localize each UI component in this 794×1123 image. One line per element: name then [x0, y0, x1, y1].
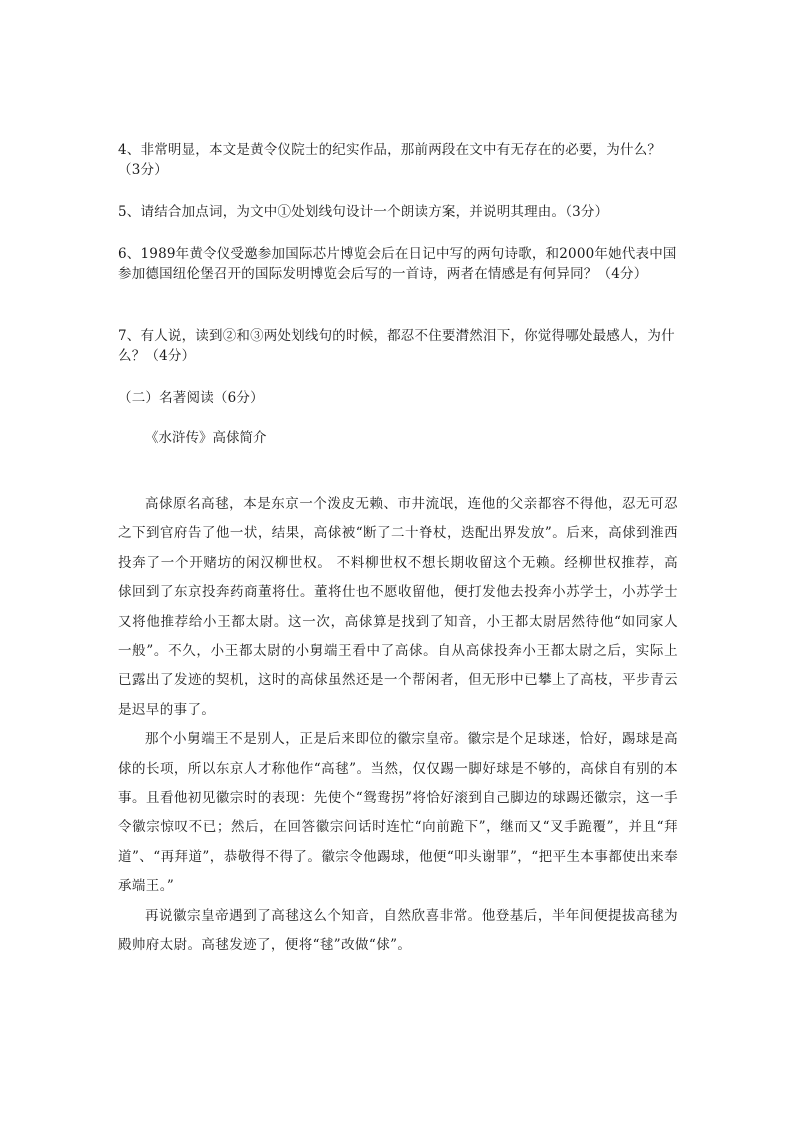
question-5: 5、请结合加点词，为文中①处划线句设计一个朗读方案，并说明其理由。（3分） [118, 204, 609, 220]
question-7: 7、有人说，读到②和③两处划线句的时候，都忍不住要潸然泪下，你觉得哪处最感人，为什么？（4分） [118, 328, 675, 364]
reading-passage [118, 490, 678, 961]
question-6: 6、1989年黄令仪受邀参加国际芯片博览会后在日记中写的两句诗歌，和2000年她代表中国参加德国纽伦堡召开的国际发明博览会后写的一首诗，两者在情感是有何异同？（4分） [118, 246, 677, 282]
passage-paragraph-2: 那个小舅端王不是别人，正是后来即位的徽宗皇帝。徽宗是个足球迷，恰好，踢球是高俅的长项，所以东京人才称他作“高毬”。当然，仅仅踢一脚好球是不够的，高俅自有别的本事。且看他初见徽宗时的表现：先使个“鸳鸯拐”将恰好滚到自己脚边的球踢还徽宗，这一手令徽宗惊叹不已；然后，在回答徽宗问话时连忙“向前跪下”，继而又“叉手跪覆”，并且“拜道”、“再拜道”，恭敬得不得了。徽宗令他踢球，他便“叩头谢罪”，“把平生本事都使出来奉承端王。” [118, 731, 678, 895]
passage-paragraph-3: 再说徽宗皇帝遇到了高毬这么个知音，自然欣喜非常。他登基后，半年间便提拔高毬为殿帅府太尉。高毬发迹了，便将“毬”改做“俅”。 [118, 907, 678, 954]
book-title: 《水浒传》高俅简介 [145, 430, 267, 446]
section-title: （二）名著阅读（6分） [118, 390, 264, 406]
passage-paragraph-1: 高俅原名高毬，本是东京一个泼皮无赖、市井流氓，连他的父亲都容不得他，忍无可忍之下到官府告了他一状，结果，高俅被“断了二十脊杖，迭配出界发放”。后来，高俅到淮西投奔了一个开赌坊的闲汉柳世权。 不料柳世权不想长期收留这个无赖。经柳世权推荐，高俅回到了东京投奔药商董将仕。董将仕也不愿收留他，便打发他去投奔小苏学士，小苏学士又将他推荐给小王都太尉。这一次，高俅算是找到了知音，小王都太尉居然待他“如同家人一般”。不久，小王都太尉的小舅端王看中了高俅。自从高俅投奔小王都太尉之后，实际上已露出了发迹的契机，这时的高俅虽然还是一个帮闲者，但无形中已攀上了高枝，平步青云是迟早的事了。 [118, 496, 678, 718]
question-4: 4、非常明显，本文是黄令仪院士的纪实作品，那前两段在文中有无存在的必要，为什么？（3分） [118, 142, 662, 178]
